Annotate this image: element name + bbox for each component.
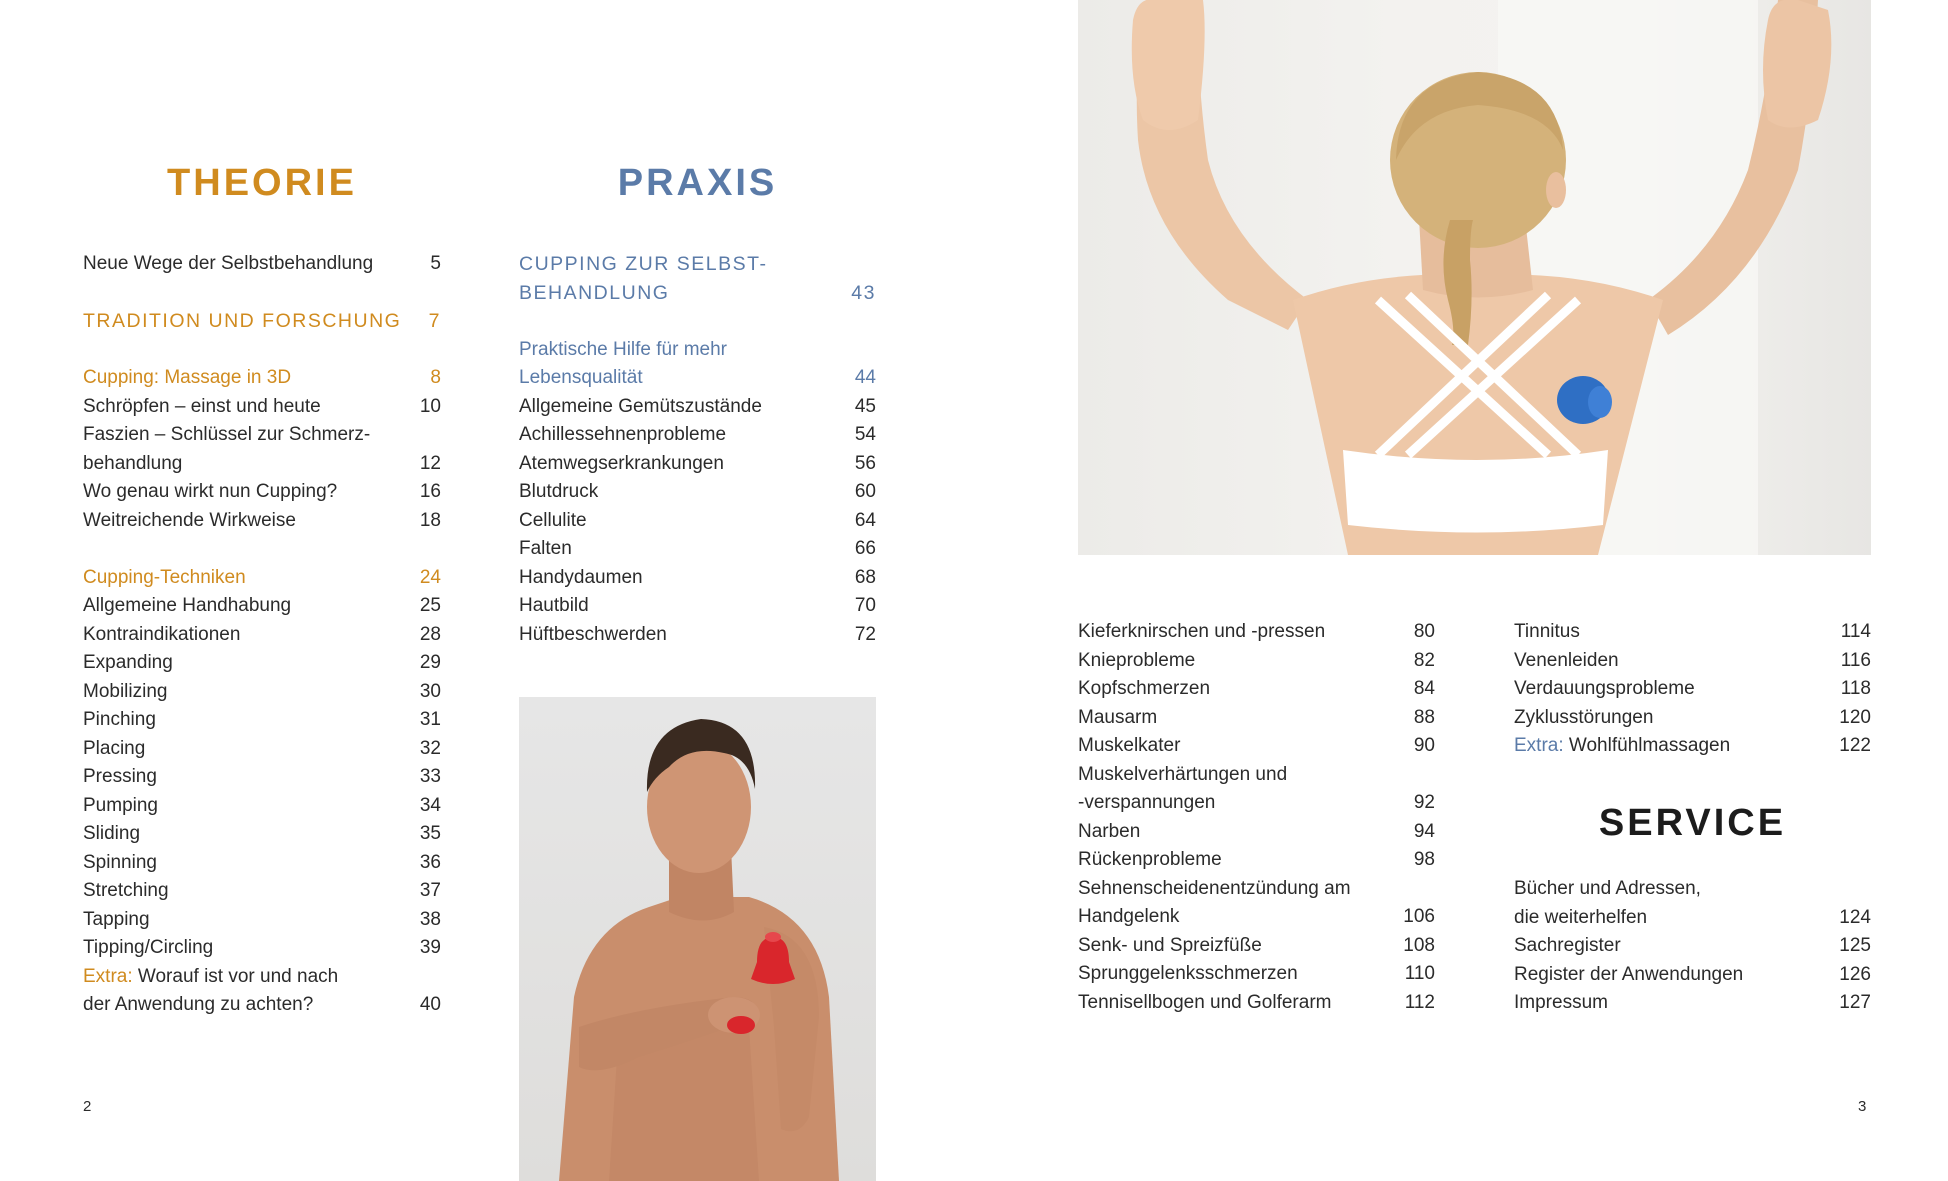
- toc-entry-title: Hüftbeschwerden: [519, 623, 667, 645]
- toc-entry-title: Muskelverhärtungen und: [1078, 763, 1288, 785]
- toc-entry[interactable]: [83, 792, 441, 821]
- toc-entry-page: 32: [419, 737, 441, 759]
- toc-group-techniques: [83, 564, 441, 963]
- toc-entry-page: 40: [419, 994, 441, 1015]
- toc-entry-page: 114: [1840, 621, 1871, 642]
- toc-entry-page: 28: [419, 623, 441, 645]
- toc-section-cupping[interactable]: [519, 250, 876, 279]
- toc-section-title: BEHANDLUNG: [519, 281, 670, 304]
- toc-entry-title: Verdauungsprobleme: [1514, 678, 1695, 699]
- woman-cupping-photo: [1078, 0, 1871, 555]
- toc-group-col2: [1514, 618, 1871, 732]
- toc-entry[interactable]: [1078, 875, 1435, 904]
- toc-entry-page: 56: [854, 452, 876, 474]
- toc-entry[interactable]: [1514, 647, 1871, 676]
- toc-entry[interactable]: [519, 478, 876, 507]
- toc-entry[interactable]: [1514, 961, 1871, 990]
- toc-entry[interactable]: [1514, 904, 1871, 933]
- toc-entry-page: 106: [1403, 906, 1435, 927]
- toc-entry-page: 70: [854, 595, 876, 616]
- toc-entry-page: 80: [1413, 621, 1435, 642]
- toc-entry-page: 125: [1839, 935, 1871, 956]
- toc-entry-title: Venenleiden: [1514, 649, 1619, 671]
- toc-entry[interactable]: [83, 706, 441, 735]
- toc-entry-title: Spinning: [83, 851, 157, 873]
- toc-entry[interactable]: [83, 364, 441, 393]
- toc-sub-page: 44: [854, 367, 876, 388]
- man-cupping-photo: [519, 697, 876, 1181]
- toc-entry-title: Narben: [1078, 820, 1141, 842]
- toc-entry[interactable]: [1078, 704, 1435, 733]
- toc-entry-title: Weitreichende Wirkweise: [83, 509, 296, 531]
- toc-entry[interactable]: [83, 507, 441, 536]
- toc-entry[interactable]: [1514, 704, 1871, 733]
- toc-entry-title: Impressum: [1514, 992, 1608, 1013]
- toc-entry-title: Pressing: [83, 766, 157, 787]
- toc-entry-page: 120: [1839, 706, 1871, 728]
- toc-entry-title: Placing: [83, 737, 146, 759]
- toc-entry-title: Kontraindikationen: [83, 623, 241, 645]
- toc-entry[interactable]: [1078, 618, 1435, 647]
- toc-entry[interactable]: [1078, 761, 1435, 790]
- toc-entry-title: Pumping: [83, 794, 158, 816]
- toc-entry-title: Mobilizing: [83, 680, 168, 702]
- toc-entry-title: Sachregister: [1514, 935, 1621, 956]
- extra-prefix: Extra:: [83, 965, 133, 987]
- toc-entry-title: Cupping: Massage in 3D: [83, 367, 292, 388]
- toc-entry-title: Muskelkater: [1078, 735, 1181, 756]
- toc-entry[interactable]: [83, 250, 441, 279]
- toc-entry-title: Hautbild: [519, 595, 589, 616]
- toc-entry[interactable]: [1514, 875, 1871, 904]
- toc-entry[interactable]: [1078, 675, 1435, 704]
- toc-entry-page: 39: [419, 937, 441, 958]
- toc-entry-page: 94: [1413, 820, 1435, 842]
- toc-sub-title: Praktische Hilfe für mehr: [519, 338, 728, 360]
- toc-entry[interactable]: [83, 763, 441, 792]
- toc-entry-title: Register der Anwendungen: [1514, 963, 1744, 985]
- toc-entry-title: Sehnenscheidenentzündung am: [1078, 877, 1351, 899]
- toc-entry[interactable]: [519, 421, 876, 450]
- toc-entry-page: 68: [854, 566, 876, 588]
- toc-entry[interactable]: [519, 621, 876, 650]
- toc-entry[interactable]: [83, 564, 441, 593]
- toc-entry-title: Wo genau wirkt nun Cupping?: [83, 481, 338, 502]
- praxis-toc-col2: [1514, 618, 1871, 761]
- service-heading: SERVICE: [1598, 802, 1787, 844]
- toc-entry-page: 8: [430, 367, 441, 388]
- toc-entry[interactable]: [83, 877, 441, 906]
- toc-entry[interactable]: [83, 393, 441, 422]
- toc-entry-page: 88: [1413, 706, 1435, 728]
- toc-entry[interactable]: [83, 592, 441, 621]
- toc-entry[interactable]: [83, 478, 441, 507]
- toc-entry-page: 10: [419, 395, 441, 417]
- toc-sub-praktische-hilfe-cont[interactable]: [519, 364, 876, 393]
- toc-entry-page: 54: [854, 424, 876, 445]
- toc-entry[interactable]: [519, 592, 876, 621]
- toc-entry[interactable]: [1514, 989, 1871, 1018]
- toc-entry-title: Achillessehnenprobleme: [519, 424, 727, 445]
- toc-entry-extra-cont[interactable]: [83, 991, 441, 1020]
- toc-entry-page: 82: [1413, 649, 1435, 671]
- toc-entry-title: Mausarm: [1078, 706, 1158, 728]
- toc-entry-page: 16: [419, 481, 441, 502]
- toc-entry-page: 72: [854, 623, 876, 645]
- toc-entry-page: 64: [854, 509, 876, 531]
- toc-entry-page: 127: [1839, 992, 1871, 1013]
- toc-entry-page: 35: [419, 823, 441, 844]
- toc-entry-page: 122: [1839, 735, 1871, 756]
- toc-entry-page: 108: [1403, 934, 1435, 956]
- theorie-heading: THEORIE: [167, 162, 357, 204]
- toc-entry-title: Schröpfen – einst und heute: [83, 395, 321, 417]
- extra-prefix: Extra:: [1514, 735, 1564, 756]
- toc-entry-title: Blutdruck: [519, 481, 599, 502]
- toc-entry-page: 126: [1839, 963, 1871, 985]
- service-toc: [1514, 875, 1871, 1018]
- toc-sub-praktische-hilfe[interactable]: [519, 336, 876, 365]
- toc-entry-page: 92: [1413, 792, 1435, 813]
- toc-entry-page: 84: [1413, 678, 1435, 699]
- toc-entry-title: Handydaumen: [519, 566, 643, 588]
- toc-entry[interactable]: [1078, 932, 1435, 961]
- toc-section-tradition[interactable]: [83, 307, 441, 336]
- toc-entry[interactable]: [83, 678, 441, 707]
- toc-entry-page: 124: [1839, 906, 1871, 928]
- toc-entry-page: 118: [1840, 678, 1871, 699]
- toc-entry-title: Zyklusstörungen: [1514, 706, 1654, 728]
- toc-entry-page: 25: [419, 595, 441, 616]
- toc-sub-title: Lebensqualität: [519, 367, 643, 388]
- toc-entry-title: Atemwegserkrankungen: [519, 452, 724, 474]
- toc-entry-title: Kieferknirschen und -pressen: [1078, 621, 1326, 642]
- toc-entry-title: Allgemeine Handhabung: [83, 595, 292, 616]
- toc-entry[interactable]: [83, 934, 441, 963]
- toc-entry-extra[interactable]: [1514, 732, 1871, 761]
- toc-entry-page: 33: [419, 766, 441, 787]
- toc-entry-title: Tipping/Circling: [83, 937, 214, 958]
- praxis-heading: PRAXIS: [617, 162, 778, 204]
- toc-entry[interactable]: [1078, 732, 1435, 761]
- toc-entry-page: 45: [854, 395, 876, 417]
- toc-entry[interactable]: [1078, 846, 1435, 875]
- page-number-left: 2: [83, 1098, 92, 1115]
- toc-entry-page: 112: [1404, 991, 1435, 1013]
- toc-entry-page: 90: [1413, 735, 1435, 756]
- toc-entry-extra[interactable]: [83, 963, 441, 992]
- toc-entry[interactable]: [1078, 818, 1435, 847]
- toc-entry-page: 12: [419, 452, 441, 474]
- toc-section-cupping-cont[interactable]: [519, 279, 876, 308]
- toc-section-title: TRADITION UND FORSCHUNG: [83, 310, 402, 332]
- toc-entry-title: Pinching: [83, 709, 156, 730]
- toc-entry[interactable]: [519, 507, 876, 536]
- theorie-toc: [83, 250, 441, 1020]
- toc-entry-title: Stretching: [83, 880, 169, 901]
- toc-entry[interactable]: [83, 906, 441, 935]
- toc-entry[interactable]: [83, 849, 441, 878]
- toc-group-basics: [83, 364, 441, 535]
- toc-entry-title: Handgelenk: [1078, 906, 1180, 927]
- toc-entry-title: Knieprobleme: [1078, 649, 1196, 671]
- toc-entry-page: 60: [854, 481, 876, 502]
- right-page: [974, 0, 1948, 1181]
- toc-entry-page: 34: [419, 794, 441, 816]
- toc-entry-page: 116: [1840, 649, 1871, 671]
- toc-entry-page: 30: [419, 680, 441, 702]
- toc-entry-page: 24: [419, 566, 441, 588]
- toc-entry[interactable]: [519, 564, 876, 593]
- toc-entry-page: 29: [419, 652, 441, 673]
- man-illustration: [519, 697, 876, 1181]
- toc-section-page: 43: [851, 281, 876, 304]
- toc-section-page: 7: [428, 310, 441, 332]
- toc-entry-title: -verspannungen: [1078, 792, 1216, 813]
- toc-group-col1: [1078, 618, 1435, 1017]
- toc-entry[interactable]: [83, 820, 441, 849]
- toc-entry-title: Kopfschmerzen: [1078, 678, 1211, 699]
- toc-group-service: [1514, 875, 1871, 1018]
- toc-entry[interactable]: [1514, 618, 1871, 647]
- toc-entry-page: 18: [419, 509, 441, 531]
- toc-entry[interactable]: [83, 621, 441, 650]
- extra-title: Wohlfühlmassagen: [1563, 735, 1731, 756]
- toc-entry-title: Sprunggelenksschmerzen: [1078, 963, 1298, 984]
- toc-entry[interactable]: [1514, 675, 1871, 704]
- toc-entry-title: Bücher und Adressen,: [1514, 878, 1701, 899]
- toc-entry[interactable]: [519, 450, 876, 479]
- toc-entry-title: Faszien – Schlüssel zur Schmerz-: [83, 424, 371, 445]
- toc-entry-page: 31: [419, 709, 441, 730]
- toc-entry-title: Tennisellbogen und Golferarm: [1078, 991, 1332, 1013]
- toc-entry[interactable]: [1078, 647, 1435, 676]
- toc-entry-page: 37: [419, 880, 441, 901]
- toc-entry[interactable]: [83, 649, 441, 678]
- toc-entry[interactable]: [519, 393, 876, 422]
- toc-entry[interactable]: [1078, 989, 1435, 1018]
- toc-entry[interactable]: [1078, 960, 1435, 989]
- toc-entry-title: Allgemeine Gemütszustände: [519, 395, 762, 417]
- toc-entry[interactable]: [519, 535, 876, 564]
- toc-entry-page: 36: [419, 851, 441, 873]
- toc-entry-title: Senk- und Spreizfüße: [1078, 934, 1262, 956]
- toc-entry-title: Tapping: [83, 908, 150, 930]
- toc-group-praxis: [519, 393, 876, 650]
- toc-entry-title: Neue Wege der Selbstbehandlung: [83, 253, 374, 274]
- toc-section-title: CUPPING ZUR SELBST-: [519, 253, 768, 275]
- toc-entry-page: 5: [430, 253, 441, 274]
- toc-entry-page: 110: [1404, 963, 1435, 984]
- toc-entry-title: Sliding: [83, 823, 141, 844]
- toc-entry[interactable]: [1514, 932, 1871, 961]
- toc-entry-title: Cupping-Techniken: [83, 566, 246, 588]
- toc-entry-title: behandlung: [83, 452, 183, 474]
- toc-entry-title: die weiterhelfen: [1514, 906, 1648, 928]
- toc-entry[interactable]: [83, 735, 441, 764]
- extra-line2: der Anwendung zu achten?: [83, 994, 314, 1015]
- toc-entry-page: 66: [854, 538, 876, 559]
- toc-entry-title: Cellulite: [519, 509, 587, 531]
- praxis-toc: [519, 250, 876, 649]
- praxis-toc-continued: [1078, 618, 1435, 1017]
- woman-illustration: [1078, 0, 1871, 555]
- toc-entry-title: Falten: [519, 538, 572, 559]
- toc-entry[interactable]: [1078, 903, 1435, 932]
- toc-entry-title: Rückenprobleme: [1078, 849, 1222, 870]
- toc-entry-title: [83, 963, 441, 992]
- toc-entry-title: Tinnitus: [1514, 621, 1580, 642]
- toc-entry[interactable]: [1078, 789, 1435, 818]
- toc-entry-page: 38: [419, 908, 441, 930]
- toc-entry-title: Expanding: [83, 652, 173, 673]
- toc-entry[interactable]: [83, 421, 441, 450]
- red-cup-small: [727, 1016, 755, 1034]
- page-number-right: 3: [1858, 1098, 1867, 1115]
- toc-entry[interactable]: [83, 450, 441, 479]
- toc-entry-page: 98: [1413, 849, 1435, 870]
- extra-line1: Worauf ist vor und nach: [132, 965, 339, 987]
